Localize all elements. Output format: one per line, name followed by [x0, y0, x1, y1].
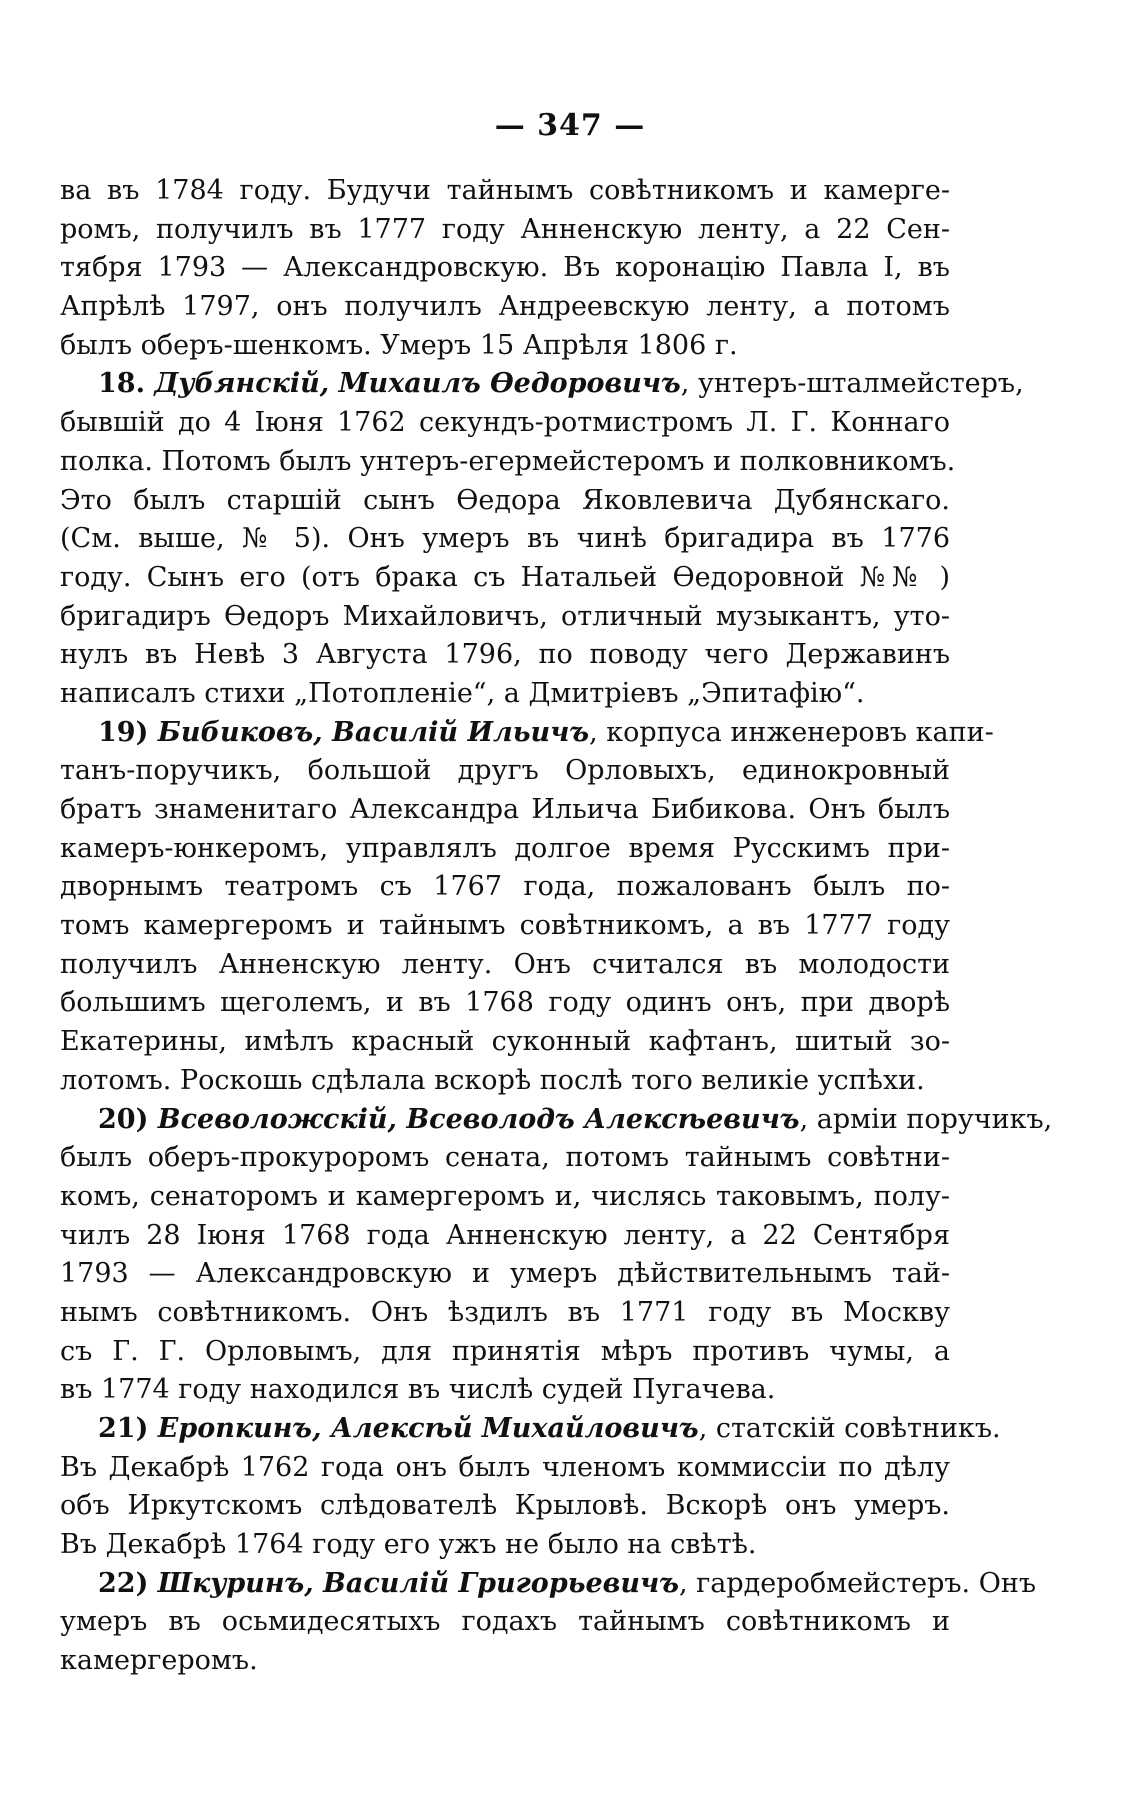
text-line: [60, 211, 950, 250]
text-run: (См. выше, № 5). Онъ умеръ въ чинѣ бригадира въ 1776: [60, 523, 950, 555]
text-run: ромъ, получилъ въ 1777 году Анненскую ленту, а 22 Сен-: [60, 213, 950, 245]
paragraph: [60, 1565, 1037, 1681]
text-line: [60, 946, 950, 985]
text-line: [60, 1023, 950, 1062]
text-line: [60, 1139, 950, 1178]
text-line: [60, 868, 950, 907]
text-run: умеръ въ осьмидесятыхъ годахъ тайнымъ совѣтникомъ и: [60, 1606, 950, 1638]
text-line: [60, 443, 956, 482]
text-line: [60, 1526, 950, 1565]
text-line: [60, 1487, 950, 1526]
text-run: , гардеробмейстеръ. Онъ: [678, 1567, 1037, 1599]
text-run: нымъ совѣтникомъ. Онъ ѣздилъ въ 1771 году въ Москву: [60, 1296, 950, 1328]
text-line: [60, 636, 950, 675]
text-line: [60, 984, 950, 1023]
text-run: , унтеръ-шталмейстеръ,: [680, 368, 1024, 400]
text-run: ва въ 1784 году. Будучи тайнымъ совѣтникомъ и камерге-: [60, 175, 950, 206]
text-line: [60, 1603, 950, 1642]
text-line: [60, 365, 1024, 404]
text-run: , статскій совѣтникъ.: [698, 1413, 1001, 1444]
person-name: Шкуринъ, Василій Григорьевичъ: [157, 1567, 679, 1599]
text-run: камергеромъ.: [60, 1645, 258, 1677]
person-name: Бибиковъ, Василій Ильичъ: [157, 716, 590, 748]
text-line: [60, 752, 950, 791]
paragraph: [60, 172, 950, 365]
text-line: [60, 482, 950, 521]
text-run: объ Иркутскомъ слѣдователѣ Крыловѣ. Вскорѣ онъ умеръ.: [60, 1490, 950, 1522]
text-run: танъ-поручикъ, большой другъ Орловыхъ, единокровный: [60, 755, 950, 787]
person-name: Дубянскій, Михаилъ Ѳедоровичъ: [154, 368, 681, 400]
text-line: [60, 249, 950, 288]
text-run: дворнымъ театромъ съ 1767 года, пожалованъ былъ по-: [60, 871, 950, 903]
paragraph: [60, 1410, 1001, 1565]
text-run: получилъ Анненскую ленту. Онъ считался въ молодости: [60, 948, 950, 980]
text-run: братъ знаменитаго Александра Ильича Бибикова. Онъ былъ: [60, 794, 950, 825]
text-run: написалъ стихи „Потопленіе“, а Дмитріевъ „Эпитафію“.: [60, 677, 865, 709]
text-run: былъ оберъ-шенкомъ. Умеръ 15 Апрѣля 1806 г.: [60, 329, 738, 361]
paragraph: [60, 1101, 1053, 1411]
text-line: [60, 830, 950, 869]
text-line: [60, 1449, 950, 1488]
text-line: [60, 1217, 950, 1256]
entry-number: 19): [98, 716, 158, 748]
text-line: [60, 327, 950, 366]
text-run: 1793 — Александровскую и умеръ дѣйствительнымъ тай-: [60, 1258, 950, 1290]
text-line: [60, 791, 950, 830]
text-line: [60, 404, 950, 443]
text-run: томъ камергеромъ и тайнымъ совѣтникомъ, а въ 1777 году: [60, 910, 950, 942]
text-line: [60, 1178, 950, 1217]
text-run: бригадиръ Ѳедоръ Михайловичъ, отличный музыкантъ, уто-: [60, 600, 950, 632]
text-run: Въ Декабрѣ 1762 года онъ былъ членомъ коммиссіи по дѣлу: [60, 1451, 950, 1483]
text-run: большимъ щеголемъ, и въ 1768 году одинъ онъ, при дворѣ: [60, 987, 950, 1019]
text-line: [60, 1565, 1037, 1604]
text-run: былъ оберъ-прокуроромъ сената, потомъ тайнымъ совѣтни-: [60, 1142, 950, 1174]
text-line: [60, 714, 994, 753]
text-run: Это былъ старшій сынъ Ѳедора Яковлевича Дубянскаго.: [60, 484, 950, 516]
text-run: Екатерины, имѣлъ красный суконный кафтанъ, шитый зо-: [60, 1026, 950, 1058]
text-run: тября 1793 — Александровскую. Въ коронацію Павла I, въ: [60, 252, 950, 284]
body-text: [60, 172, 1053, 1681]
text-run: полка. Потомъ былъ унтеръ-егермейстеромъ и полковникомъ.: [60, 445, 956, 477]
text-line: [60, 1333, 950, 1372]
text-run: Апрѣлѣ 1797, онъ получилъ Андреевскую ленту, а потомъ: [60, 291, 950, 323]
paragraph: [60, 365, 1024, 713]
page-number: — 347 —: [494, 108, 646, 143]
text-run: комъ, сенаторомъ и камергеромъ и, числясь таковымъ, полу-: [60, 1180, 950, 1212]
entry-number: 21): [98, 1413, 158, 1444]
text-line: [60, 520, 950, 559]
text-run: бывшій до 4 Іюня 1762 секундъ-ротмистромъ Л. Г. Коннаго: [60, 407, 950, 439]
text-run: , корпуса инженеровъ капи-: [589, 716, 994, 748]
paragraph: [60, 714, 994, 1101]
text-line: [60, 172, 950, 211]
person-name: Всеволожскій, Всеволодъ Алексѣевичъ: [157, 1103, 800, 1135]
text-run: въ 1774 году находился въ числѣ судей Пугачева.: [60, 1374, 776, 1406]
text-line: [60, 559, 950, 598]
person-name: Еропкинъ, Алексѣй Михайловичъ: [157, 1413, 699, 1444]
entry-number: 22): [98, 1567, 158, 1599]
text-line: [60, 1101, 1053, 1140]
text-run: году. Сынъ его (отъ брака съ Натальей Ѳедоровной №№ ): [60, 561, 950, 593]
text-run: чилъ 28 Іюня 1768 года Анненскую ленту, а 22 Сентября: [60, 1219, 950, 1251]
text-line: [60, 1642, 950, 1681]
text-line: [60, 1062, 950, 1101]
entry-number: 18.: [98, 368, 155, 400]
text-line: [60, 288, 950, 327]
text-run: камеръ-юнкеромъ, управлялъ долгое время Русскимъ при-: [60, 832, 950, 864]
text-run: съ Г. Г. Орловымъ, для принятія мѣръ противъ чумы, а: [60, 1335, 950, 1367]
text-run: Въ Декабрѣ 1764 году его ужъ не было на свѣтѣ.: [60, 1529, 757, 1561]
text-line: [60, 1255, 950, 1294]
text-line: [60, 1371, 950, 1410]
text-run: лотомъ. Роскошь сдѣлала вскорѣ послѣ того великіе успѣхи.: [60, 1064, 925, 1096]
text-run: , арміи поручикъ,: [799, 1103, 1053, 1135]
text-run: нулъ въ Невѣ 3 Августа 1796, по поводу чего Державинъ: [60, 639, 950, 671]
text-line: [60, 907, 950, 946]
entry-number: 20): [98, 1103, 158, 1135]
text-line: [60, 1294, 950, 1333]
text-line: [60, 1410, 1001, 1449]
text-line: [60, 598, 950, 637]
text-line: [60, 675, 950, 714]
